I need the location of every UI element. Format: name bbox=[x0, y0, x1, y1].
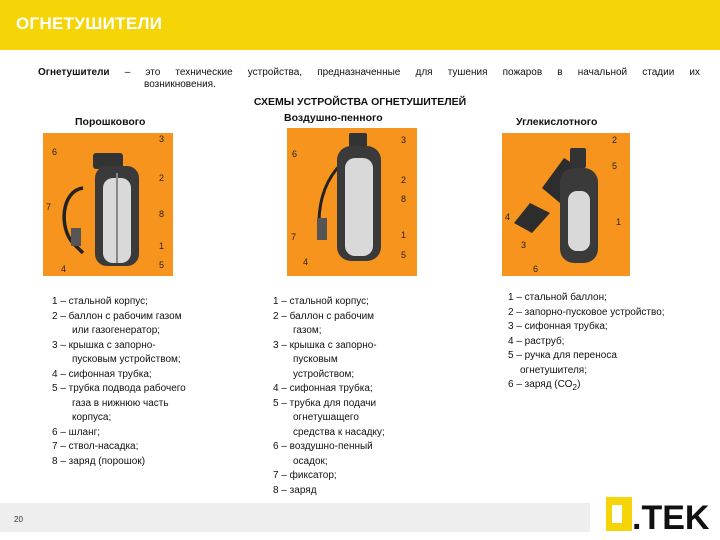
legend-item-cont: осадок; bbox=[293, 455, 328, 467]
legend-item: 5 – трубка подвода рабочего bbox=[52, 383, 186, 394]
legend-item: 2 – баллон с рабочим bbox=[273, 310, 375, 322]
legend-item: 6 – воздушно-пенный bbox=[273, 441, 373, 452]
legend-item: 3 – крышка с запорно- bbox=[273, 339, 377, 351]
callout-3: 3 bbox=[521, 240, 527, 250]
intro-paragraph bbox=[38, 67, 700, 91]
legend-item: 1 – стальной корпус; bbox=[273, 296, 369, 307]
legend-item-cont: огнетушащего bbox=[293, 412, 359, 423]
legend-item: 8 – заряд bbox=[273, 484, 317, 496]
legend-item: 1 – стальной корпус; bbox=[52, 296, 148, 307]
callout-8: 8 bbox=[159, 209, 165, 219]
powder-diagram bbox=[43, 133, 173, 276]
legend-item: 8 – заряд (порошок) bbox=[52, 455, 146, 467]
callout-3: 3 bbox=[401, 135, 407, 145]
svg-text:.TEK: .TEK bbox=[632, 499, 710, 535]
co2-diagram bbox=[502, 133, 630, 276]
legend-co2-text: 6 – заряд (СО bbox=[508, 379, 573, 390]
legend-item: 3 – крышка с запорно- bbox=[52, 339, 156, 351]
foam-legend bbox=[273, 295, 483, 498]
callout-8: 8 bbox=[401, 194, 407, 204]
legend-item: 7 – ствол-насадка; bbox=[52, 441, 139, 452]
foam-extinguisher-drawing bbox=[287, 128, 417, 276]
callout-1: 1 bbox=[616, 217, 622, 227]
co2-title: Углекислотного bbox=[516, 116, 598, 128]
co2-legend bbox=[508, 291, 713, 395]
callout-4: 4 bbox=[303, 257, 309, 267]
legend-item: 2 – запорно-пусковое устройство; bbox=[508, 306, 665, 318]
callout-6: 6 bbox=[52, 147, 58, 157]
legend-co2-close: ) bbox=[577, 379, 581, 390]
legend-item-cont: средства к насадку; bbox=[293, 426, 385, 438]
callout-2: 2 bbox=[612, 135, 618, 145]
callout-6: 6 bbox=[292, 149, 298, 159]
callout-5: 5 bbox=[612, 161, 618, 171]
callout-7: 7 bbox=[291, 232, 297, 242]
legend-item: 1 – стальной баллон; bbox=[508, 292, 607, 303]
co2-extinguisher-drawing bbox=[502, 133, 630, 276]
legend-item: 5 – трубка для подачи bbox=[273, 397, 377, 409]
callout-5: 5 bbox=[401, 250, 407, 260]
legend-item: 4 – сифонная трубка; bbox=[52, 368, 152, 380]
callout-3: 3 bbox=[159, 134, 165, 144]
legend-item: 4 – раструб; bbox=[508, 335, 565, 347]
callout-4: 4 bbox=[505, 212, 511, 222]
page-number: 20 bbox=[14, 515, 23, 524]
intro-line-2: возникновения. bbox=[144, 79, 216, 90]
legend-item-cont: газом; bbox=[293, 325, 322, 336]
callout-2: 2 bbox=[159, 173, 165, 183]
callout-1: 1 bbox=[159, 241, 165, 251]
legend-item: 3 – сифонная трубка; bbox=[508, 321, 608, 332]
legend-item bbox=[508, 378, 713, 395]
legend-co2-subscript: 2 bbox=[572, 382, 578, 392]
callout-7: 7 bbox=[46, 202, 52, 212]
legend-item: 2 – баллон с рабочим газом bbox=[52, 310, 182, 322]
callout-6: 6 bbox=[533, 264, 539, 274]
legend-item-cont: или газогенератор; bbox=[72, 325, 161, 336]
intro-line-1 bbox=[38, 67, 700, 79]
powder-extinguisher-drawing bbox=[43, 133, 173, 276]
legend-item-cont: устройством; bbox=[293, 368, 355, 380]
callout-4: 4 bbox=[61, 264, 67, 274]
legend-item: 6 – шланг; bbox=[52, 426, 101, 438]
foam-title: Воздушно-пенного bbox=[284, 112, 383, 124]
header-bar bbox=[0, 0, 720, 50]
schemes-title: СХЕМЫ УСТРОЙСТВА ОГНЕТУШИТЕЛЕЙ bbox=[253, 96, 467, 108]
legend-item-cont: пусковым bbox=[293, 354, 338, 365]
legend-item-cont: корпуса; bbox=[72, 412, 112, 423]
callout-1: 1 bbox=[401, 230, 407, 240]
powder-title: Порошкового bbox=[75, 116, 146, 128]
callout-5: 5 bbox=[159, 260, 165, 270]
footer-bar bbox=[0, 503, 590, 532]
dtek-logo bbox=[606, 493, 710, 535]
intro-text: – это технические устройства, предназначенные для тушения пожаров в начальной стадии их bbox=[109, 67, 700, 78]
page-title: ОГНЕТУШИТЕЛИ bbox=[16, 14, 163, 33]
legend-item: 5 – ручка для переноса bbox=[508, 350, 617, 361]
legend-item: 7 – фиксатор; bbox=[273, 470, 337, 481]
powder-legend bbox=[52, 295, 262, 469]
legend-item-cont: газа в нижнюю часть bbox=[72, 397, 169, 409]
legend-item: 4 – сифонная трубка; bbox=[273, 383, 373, 394]
foam-diagram bbox=[287, 128, 417, 276]
legend-item-cont: пусковым устройством; bbox=[72, 354, 181, 365]
intro-term: Огнетушители bbox=[38, 67, 110, 78]
legend-item-cont: огнетушителя; bbox=[520, 364, 587, 376]
callout-2: 2 bbox=[401, 175, 407, 185]
